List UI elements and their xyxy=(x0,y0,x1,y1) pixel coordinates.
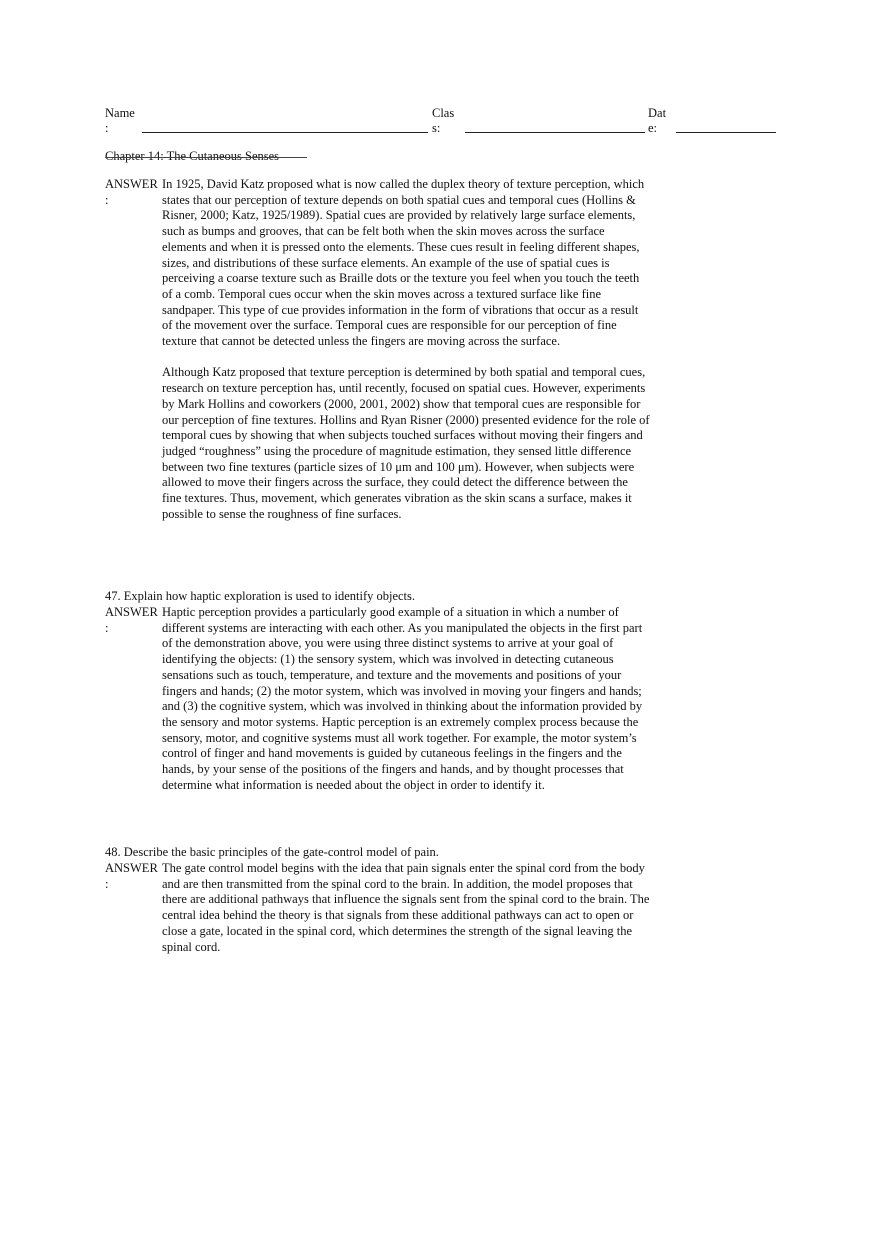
answer-label: ANSWER : xyxy=(105,177,158,207)
question-47: 47. Explain how haptic exploration is used to identify objects. xyxy=(105,589,416,603)
answer-block-1 xyxy=(105,177,650,522)
class-field[interactable] xyxy=(465,132,645,133)
answer-block-48 xyxy=(105,861,650,955)
chapter-title: Chapter 14: The Cutaneous Senses xyxy=(105,149,280,163)
answer-paragraph: Although Katz proposed that texture perception is determined by both spatial and temporal cues, research on texture perception has, until recently, focused on spatial cues. However, experiments by Mark Hollins and coworkers (2000, 2001, 2002) show that temporal cues are responsible for our perception of fine textures. Hollins and Ryan Risner (2000) presented evidence for the role of temporal cues by showing that when subjects touched surfaces without moving their fingers and judged “roughness” using the procedure of magnitude estimation, they sensed little difference between two fine textures (particle sizes of 10 μm and 100 μm). However, when subjects were allowed to move their fingers across the surface, they could detect the difference between the fine textures. Thus, movement, which generates vibration as the skin scans a surface, makes it possible to sense the roughness of fine surfaces. xyxy=(162,365,650,521)
question-48: 48. Describe the basic principles of the gate-control model of pain. xyxy=(105,845,439,859)
answer-paragraph: The gate control model begins with the idea that pain signals enter the spinal cord from the body and are then transmitted from the spinal cord to the brain. In addition, the model proposes that there are additional pathways that influence the signals sent from the spinal cord to the brain. The central idea behind the theory is that signals from these additional pathways can act to open or close a gate, located in the spinal cord, which determines the strength of the signal leaving the spinal cord. xyxy=(162,861,650,954)
name-field[interactable] xyxy=(142,132,428,133)
title-strikethrough xyxy=(105,157,307,158)
answer-block-47 xyxy=(105,605,650,793)
answer-paragraph: In 1925, David Katz proposed what is now called the duplex theory of texture perception, which states that our perception of texture depends on both spatial cues and temporal cues (Hollins & Risner, 2000; Katz, 1925/1989). Spatial cues are provided by relatively large surface elements, such as bumps and grooves, that can be felt both when the skin moves across the surface elements and when it is pressed onto the elements. These cues result in feeling different shapes, sizes, and distributions of these surface elements. An example of the use of spatial cues is perceiving a coarse texture such as Braille dots or the texture you feel when you touch the teeth of a comb. Temporal cues occur when the skin moves across a textured surface like fine sandpaper. This type of cue provides information in the form of vibrations that occur as a result of the movement over the surface. Temporal cues are responsible for our perception of fine texture that cannot be detected unless the fingers are moving across the surface. xyxy=(162,177,645,349)
date-label: Dat e: xyxy=(648,106,667,135)
answer-label: ANSWER : xyxy=(105,605,158,635)
class-label: Clas s: xyxy=(432,106,455,135)
answer-paragraph: Haptic perception provides a particularly good example of a situation in which a number of different systems are interacting with each other. As you manipulated the objects in the first part of the demonstration above, you were using three distinct systems to arrive at your goal of identifying the objects: (1) the sensory system, which was involved in detecting cutaneous sensations such as touch, temperature, and texture and the movements and positions of your fingers and hands; (2) the motor system, which was involved in moving your fingers and hands; and (3) the cognitive system, which was involved in thinking about the information provided by the sensory and motor systems. Haptic perception is an extremely complex process because the sensory, motor, and cognitive systems must all work together. For example, the motor system’s control of finger and hand movements is guided by cutaneous feelings in the fingers and the hands, by your sense of the positions of the fingers and hands, and by thought processes that determine what information is needed about the object in order to identify it. xyxy=(162,605,643,792)
date-field[interactable] xyxy=(676,132,776,133)
answer-label: ANSWER : xyxy=(105,861,158,891)
name-label: Name : xyxy=(105,106,135,135)
